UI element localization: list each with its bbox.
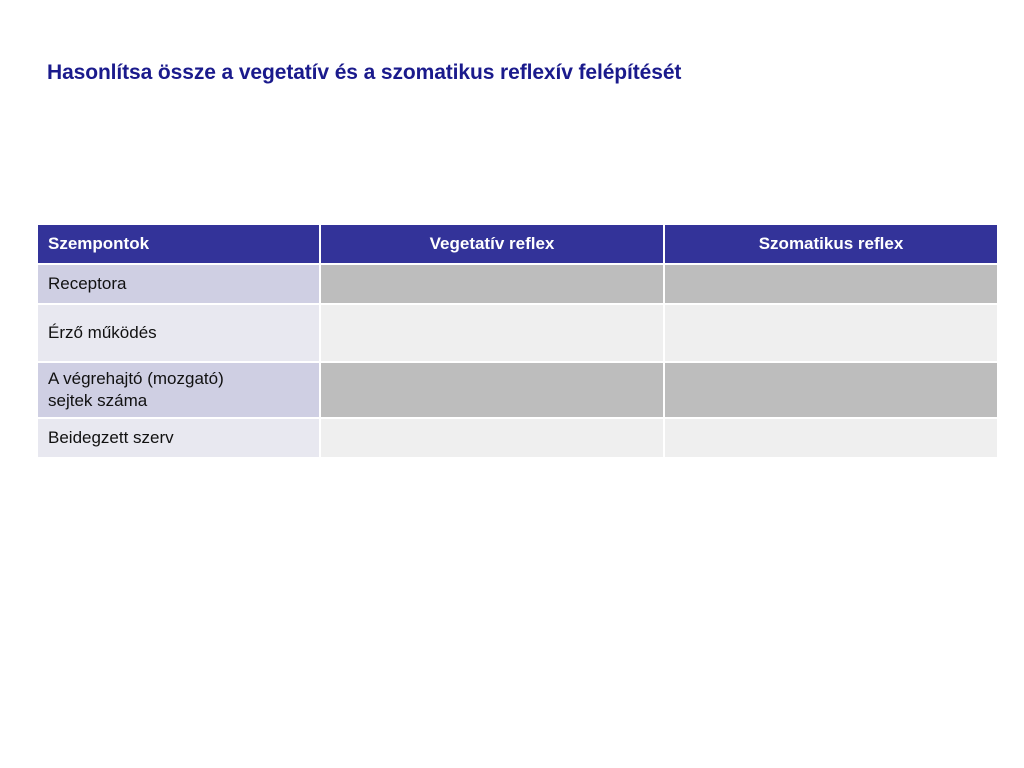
row-label: Receptora [37,264,320,304]
vegetativ-cell [320,362,664,418]
comparison-table [36,223,999,459]
slide-title: Hasonlítsa össze a vegetatív és a szomatikus reflexív felépítését [47,61,682,84]
vegetativ-cell [320,264,664,304]
szomatikus-cell [664,362,998,418]
table-row [37,304,998,362]
vegetativ-cell [320,418,664,458]
szomatikus-cell [664,264,998,304]
szomatikus-cell [664,304,998,362]
table-header-row [37,224,998,264]
table-row [37,418,998,458]
row-label: A végrehajtó (mozgató) sejtek száma [37,362,320,418]
vegetativ-cell [320,304,664,362]
table-row [37,264,998,304]
table-row [37,362,998,418]
row-label: Beidegzett szerv [37,418,320,458]
row-label: Érző működés [37,304,320,362]
header-szomatikus-reflex: Szomatikus reflex [664,224,998,264]
header-vegetativ-reflex: Vegetatív reflex [320,224,664,264]
szomatikus-cell [664,418,998,458]
header-szempontok: Szempontok [37,224,320,264]
